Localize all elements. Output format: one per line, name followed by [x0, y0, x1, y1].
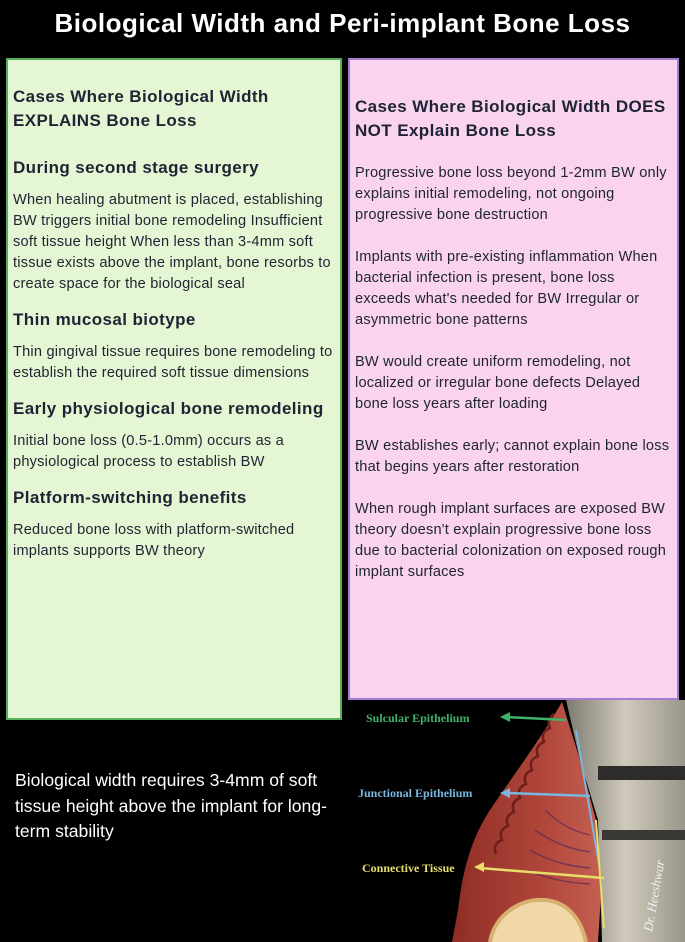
section-heading: Platform-switching benefits [13, 488, 247, 507]
biological-width-diagram [340, 700, 685, 942]
explains-section [13, 308, 335, 384]
connective-tissue-label: Connective Tissue [362, 861, 455, 875]
junctional-epithelium-label: Junctional Epithelium [358, 786, 473, 800]
section-text: Thin gingival tissue requires bone remodeling to establish the required soft tissue dimensions [13, 344, 333, 381]
section-heading: Early physiological bone remodeling [13, 399, 324, 418]
does-not-explain-panel [348, 58, 679, 700]
summary-text: Biological width requires 3-4mm of soft tissue height above the implant for long-term stability [15, 770, 327, 841]
reason-paragraph: When rough implant surfaces are exposed BW theory doesn't explain progressive bone loss due to bacterial colonization on exposed rough implant surfaces [355, 501, 667, 580]
page-title: Biological Width and Peri-implant Bone Loss [54, 8, 631, 38]
explains-heading: Cases Where Biological Width EXPLAINS Bone Loss [13, 87, 269, 130]
section-heading: During second stage surgery [13, 158, 260, 177]
explains-section [13, 486, 335, 562]
sulcular-epithelium-label: Sulcular Epithelium [366, 711, 470, 725]
does-not-explain-heading: Cases Where Biological Width DOES NOT Explain Bone Loss [355, 97, 666, 140]
sulcular-arrowhead [500, 712, 510, 722]
section-heading: Thin mucosal biotype [13, 310, 196, 329]
abutment-band [598, 766, 685, 780]
section-text: Reduced bone loss with platform-switched implants supports BW theory [13, 522, 295, 559]
section-text: When healing abutment is placed, establishing BW triggers initial bone remodeling Insufficient soft tissue height When less than 3-4mm soft tissue exists above the implant, bone resorbs to create space for the biological seal [13, 192, 331, 292]
explains-panel [6, 58, 342, 720]
reason-paragraph: BW establishes early; cannot explain bone loss that begins years after restoration [355, 438, 670, 475]
explains-section [13, 156, 335, 295]
abutment-band [602, 830, 685, 840]
reason-paragraph: Implants with pre-existing inflammation When bacterial infection is present, bone loss exceeds what's needed for BW Irregular or asymmetric bone patterns [355, 249, 658, 328]
artist-signature: Dr. Heeshwar [640, 858, 668, 933]
explains-section [13, 397, 335, 473]
section-text: Initial bone loss (0.5-1.0mm) occurs as a physiological process to establish BW [13, 433, 284, 470]
reason-paragraph: BW would create uniform remodeling, not localized or irregular bone defects Delayed bone loss years after loading [355, 354, 641, 412]
reason-paragraph: Progressive bone loss beyond 1-2mm BW only explains initial remodeling, not ongoing progressive bone destruction [355, 165, 667, 223]
